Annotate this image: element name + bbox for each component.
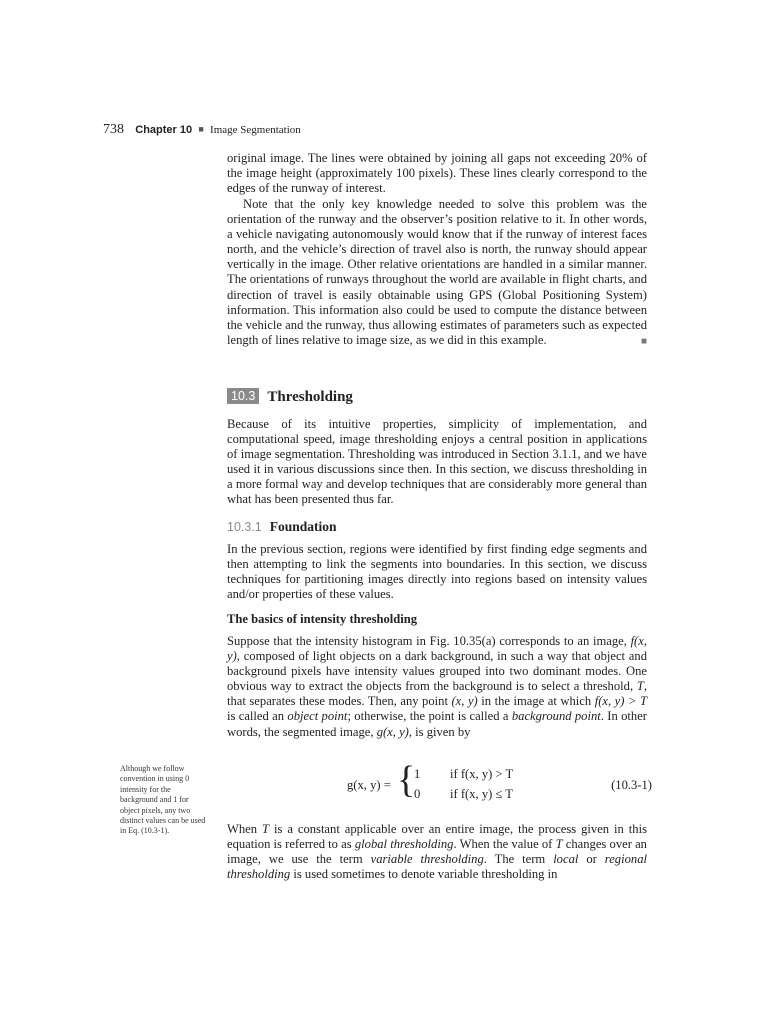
text-run: is called an <box>227 709 288 724</box>
equation-value-0: 0 <box>414 787 421 801</box>
margin-note: Although we follow convention in using 0 intensity for the background and 1 for object pixels, any two distinct values can be used in Eq. (10.3-1). <box>120 764 206 836</box>
header-separator: ■ <box>198 124 204 134</box>
after-equation-paragraph <box>227 822 647 882</box>
chapter-label: Chapter 10 <box>135 124 193 136</box>
equation-10-3-1 <box>347 759 652 811</box>
subheading-basics: The basics of intensity thresholding <box>227 612 418 626</box>
text-run: is used sometimes to denote variable thresholding in <box>290 867 558 882</box>
text-run: , is given by <box>408 724 471 739</box>
term-global-thresholding: global thresholding <box>354 837 454 852</box>
text-run: changes over an image, we use the term <box>227 837 647 867</box>
math-xy: (x, y) <box>451 694 478 709</box>
term-object-point: object point <box>287 709 348 724</box>
section-intro-paragraph: Because of its intuitive properties, simplicity of implementation, and computational speed, image thresholding enjoys a central position in applications of image segmentation. Thresholding was introduced in Section 3.1.1, and we have used it in various discussions since then. In this section, we discuss thresholding in a more formal way and develop techniques that are considerably more general than what has been presented thus far. <box>227 417 647 507</box>
math-T: T <box>262 822 270 836</box>
end-of-example-mark: ■ <box>640 335 647 347</box>
text-run: or <box>578 852 605 867</box>
note-text: Note that the only key knowledge needed to solve this problem was the orientation of the runway and the observer’s position relative to it. In other words, a vehicle navigating autonomously would know that if the runway of interest faces north, and the vehicle’s direction of travel also is north, the runway should appear vertically in the image. Other relative orientations are handled in a similar manner. The orientations of runways throughout the world are available in flight charts, and direction of travel is easily obtainable using GPS (Global Positioning System) information. This information also could be used to compute the distance between the vehicle and the runway, thus allowing estimates of parameters such as expected length of lines relative to image size, as we did in this example. <box>227 197 647 347</box>
foundation-paragraph: In the previous section, regions were identified by first finding edge segments and then attempting to link the segments into boundaries. In this section, we discuss techniques for partitioning images directly into regions based on intensity values and/or properties of these values. <box>227 542 647 602</box>
chapter-title: Image Segmentation <box>210 124 301 136</box>
note-paragraph <box>227 197 647 349</box>
subsection-heading <box>227 519 647 535</box>
text-run: ; otherwise, the point is called a <box>347 709 512 724</box>
text-run: , composed of light objects on a dark background, in such a way that object and background pixels have intensity values grouped into two dominant modes. One obvious way to extract the objects from the background is to select a threshold, <box>227 649 647 694</box>
subsection-number: 10.3.1 <box>227 520 262 534</box>
text-run: in the image at which <box>477 694 595 709</box>
math-f-xy: f(x, y) <box>227 634 647 664</box>
basics-paragraph <box>227 634 647 740</box>
text-run: . When the value of <box>453 837 556 852</box>
equation-value-1: 1 <box>414 767 421 781</box>
text-run: . The term <box>483 852 554 867</box>
text-run: . In other words, the segmented image, <box>227 709 648 739</box>
running-header <box>103 121 301 138</box>
equation-condition-2: if f(x, y) ≤ T <box>450 787 513 801</box>
page-number: 738 <box>103 122 124 137</box>
math-T: T <box>555 837 563 852</box>
section-number: 10.3 <box>227 388 259 404</box>
subsection-title: Foundation <box>269 519 337 534</box>
text-run: , that separates these modes. Then, any point <box>227 679 647 709</box>
math-T: T <box>636 679 644 694</box>
math-g-xy: g(x, y) <box>376 724 409 739</box>
text-run: When <box>227 822 263 836</box>
section-title: Thresholding <box>267 389 353 405</box>
math-condition: f(x, y) > T <box>594 694 647 709</box>
text-run: is a constant applicable over an entire image, the process given in this equation is referred to as <box>227 822 647 852</box>
term-variable-thresholding: variable thresholding <box>370 852 484 867</box>
term-background-point: background point <box>511 709 601 724</box>
continuation-paragraph: original image. The lines were obtained by joining all gaps not exceeding 20% of the image height (approximately 100 pixels). These lines clearly correspond to the edges of the runway of interest. <box>227 151 647 196</box>
equation-condition-1: if f(x, y) > T <box>450 767 514 781</box>
equation-number: (10.3-1) <box>611 778 652 792</box>
text-run: Suppose that the intensity histogram in Fig. 10.35(a) corresponds to an image, <box>227 634 631 648</box>
term-regional-thresholding: regional thresholding <box>227 852 647 882</box>
equation-lhs: g(x, y) = <box>347 778 391 792</box>
section-heading <box>227 388 647 406</box>
term-local: local <box>553 852 579 867</box>
equation-brace: { <box>397 759 416 801</box>
